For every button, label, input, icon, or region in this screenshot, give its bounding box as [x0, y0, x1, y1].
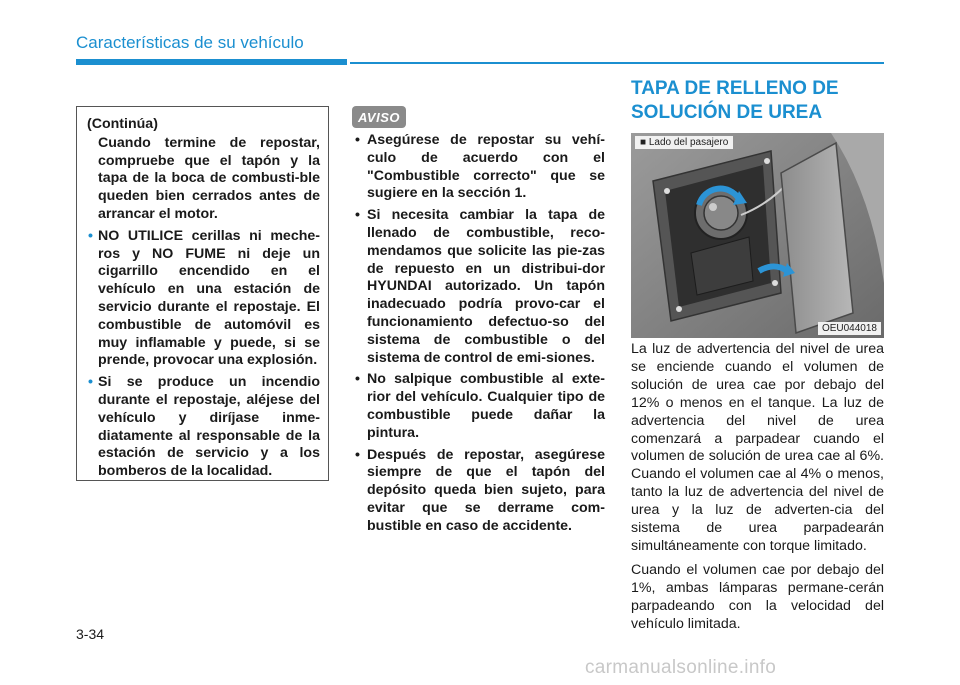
watermark: carmanualsonline.info [585, 657, 777, 678]
figure-code: OEU044018 [818, 322, 881, 335]
section-title-line-2: SOLUCIÓN DE UREA [631, 102, 823, 123]
header-rule-thick [76, 59, 347, 65]
page-number: 3-34 [76, 626, 105, 642]
section-title [631, 77, 891, 125]
notice-item: • Si necesita cambiar la tapa de llenado de combustible, reco-mendamos que solicite las pie-zas de repuesto en un distribui-dor HYUNDAI autorizado. Un tapón inadecuado podría provo-car el funcionamiento defectuo-so del sistema de combustible o del sistema de control de emi-siones. [352, 207, 605, 367]
continued-label: (Continúa) [87, 116, 158, 132]
urea-filler-figure [631, 133, 884, 338]
urea-filler-illustration [631, 133, 884, 338]
notice-block [352, 132, 605, 540]
notice-list [352, 132, 605, 536]
warning-box [76, 106, 329, 481]
figure-caption: ■ Lado del pasajero [635, 136, 733, 149]
body-paragraph: Cuando el volumen cae por debajo del 1%, ambas lámparas permane-cerán parpadeando con la velocidad del vehículo limitada. [631, 561, 884, 632]
warning-list [87, 228, 320, 481]
body-paragraph: La luz de advertencia del nivel de urea se enciende cuando el volumen de solución de urea cae por debajo del 12% o menos en el tanque. La luz de advertencia del nivel de urea comenzará a parpadear cuando el volumen de solución de urea cae al 6%. Cuando el volumen cae al 4% o menos, tanto la luz de advertencia del nivel de urea y la luz de adverten-cia del sistema de urea parpadearán simultáneamente con torque limitado. [631, 341, 884, 554]
notice-item: • Asegúrese de repostar su vehí-culo de acuerdo con el "Combustible correcto" que se sugiere en la sección 1. [352, 132, 605, 203]
notice-tag: AVISO [352, 106, 406, 128]
section-body [631, 341, 884, 640]
header-rule-thin [350, 62, 884, 64]
warning-item: • NO UTILICE cerillas ni meche-ros y NO FUME ni deje un cigarrillo encendido en el vehículo en una estación de servicio durante el repostaje. El combustible de automóvil es muy inflamable y puede, si se prende, provocar una explosión. [87, 228, 320, 370]
warning-intro: Cuando termine de repostar, compruebe que el tapón y la tapa de la boca de combusti-ble queden bien cerrados antes de arrancar el motor. [98, 134, 320, 222]
notice-item: • No salpique combustible al exte-rior del vehículo. Cualquier tipo de combustible puede dañar la pintura. [352, 371, 605, 442]
warning-item: • Si se produce un incendio durante el repostaje, aléjese del vehículo y diríjase inme-diatamente al responsable de la estación de servicio y a los bomberos de la localidad. [87, 374, 320, 481]
section-header-title: Características de su vehículo [76, 33, 304, 52]
notice-item: • Después de repostar, asegúrese siempre de que el tapón del depósito queda bien sujeto, para evitar que se derrame com-bustible en caso de accidente. [352, 447, 605, 536]
section-title-line-1: TAPA DE RELLENO DE [631, 78, 839, 99]
